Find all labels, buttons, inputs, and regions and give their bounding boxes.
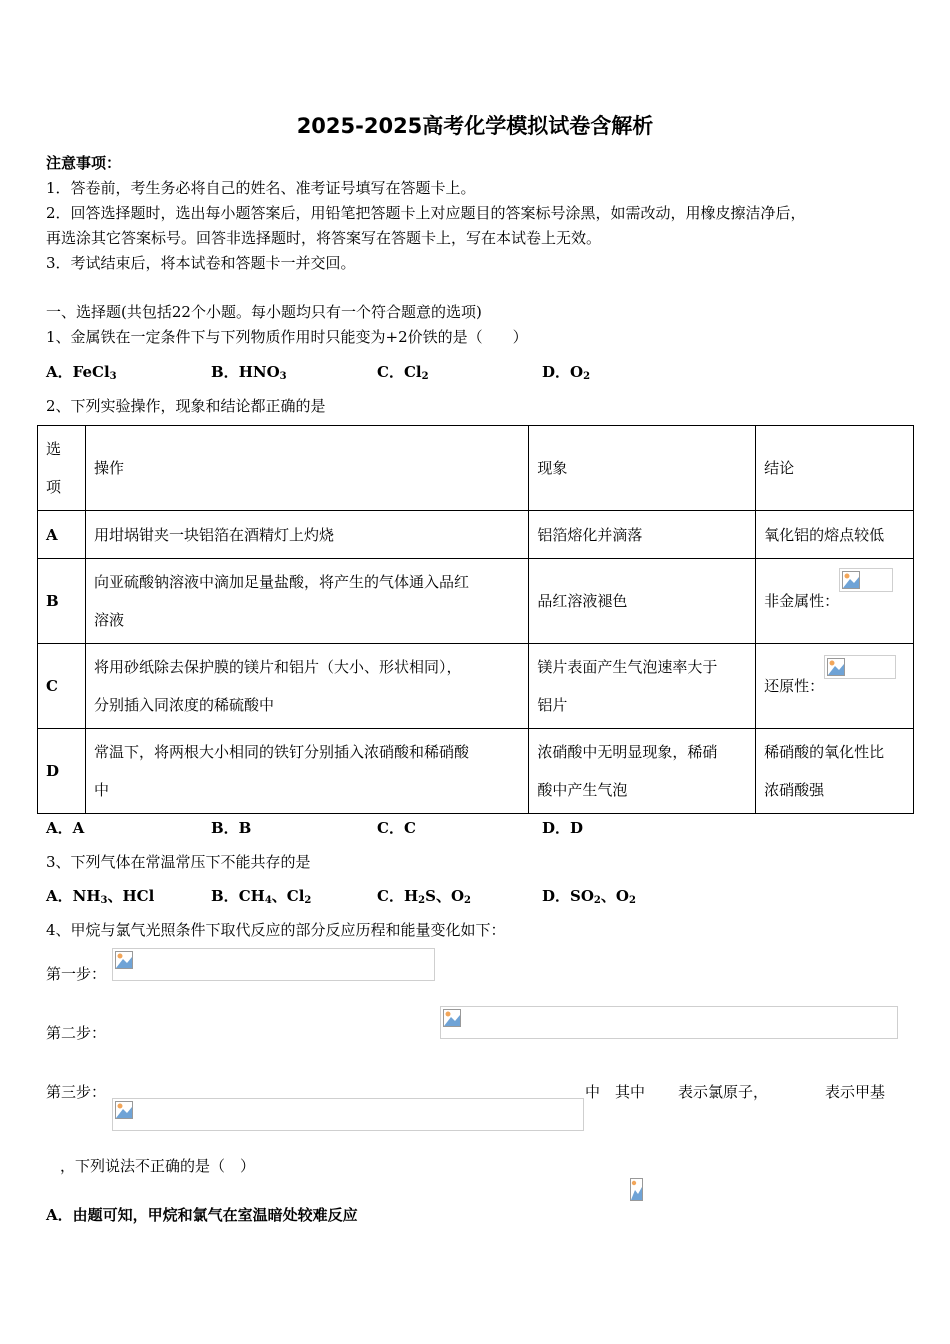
q4-option-a: A．由题可知，甲烷和氯气在室温暗处较难反应: [46, 1206, 358, 1224]
q4-continuation: ，下列说法不正确的是（ ）: [60, 1157, 256, 1175]
header-option: 选 项: [38, 426, 86, 511]
step1-label: 第一步：: [46, 965, 107, 983]
row-operation: 常温下，将两根大小相同的铁钉分别插入浓硝酸和稀硝酸 中: [85, 729, 528, 814]
page-title: 2025-2025高考化学模拟试卷含解析: [296, 114, 654, 138]
table-header-row: [38, 426, 914, 511]
row-phenomenon: 铝箔熔化并滴落: [529, 511, 756, 559]
q2-option-a: A．A: [46, 819, 85, 837]
table-row: [38, 729, 914, 814]
table-row: [38, 559, 914, 644]
row-conclusion: 非金属性：: [756, 559, 914, 644]
notice-item-2-cont: 再选涂其它答案标号。回答非选择题时，将答案写在答题卡上，写在本试卷上无效。: [46, 229, 602, 247]
notice-item-1: 1．答卷前，考生务必将自己的姓名、准考证号填写在答题卡上。: [46, 179, 476, 197]
notice-item-2: 2．回答选择题时，选出每小题答案后，用铅笔把答题卡上对应题目的答案标号涂黑，如需改动，用橡皮擦洁净后，: [46, 204, 806, 222]
q4-stem: 4、甲烷与氯气光照条件下取代反应的部分反应历程和能量变化如下：: [46, 921, 506, 939]
q3-stem: 3、下列气体在常温常压下不能共存的是: [46, 853, 311, 871]
methyl-text: 表示甲基: [825, 1083, 886, 1101]
section-heading: 一、选择题(共包括22个小题。每小题均只有一个符合题意的选项): [46, 303, 482, 321]
q2-option-b: B．B: [211, 819, 252, 837]
row-operation: 向亚硫酸钠溶液中滴加足量盐酸，将产生的气体通入品红 溶液: [85, 559, 528, 644]
q1-option-b: B．$HNO_3$: [211, 363, 287, 382]
header-operation: 操作: [85, 426, 528, 511]
header-phenomenon: 现象: [529, 426, 756, 511]
broken-image-icon: [115, 1101, 133, 1119]
step3-qizhong: 其中: [615, 1083, 646, 1101]
row-phenomenon: 镁片表面产生气泡速率大于 铝片: [529, 644, 756, 729]
broken-image-icon: [115, 951, 133, 969]
table-row: [38, 644, 914, 729]
q2-option-c: C．C: [377, 819, 416, 837]
notice-heading: 注意事项：: [46, 154, 122, 172]
q1-option-c: C．$Cl_2$: [377, 363, 429, 382]
row-phenomenon: 浓硝酸中无明显现象，稀硝 酸中产生气泡: [529, 729, 756, 814]
q3-option-b: B．$CH_4$、$Cl_2$: [211, 887, 312, 906]
q3-option-a: A．$NH_3$、HCl: [46, 887, 155, 906]
step3-label: 第三步：: [46, 1083, 107, 1101]
q2-option-d: D．D: [542, 819, 584, 837]
chlorine-text: 表示氯原子，: [678, 1083, 769, 1101]
row-option: A: [38, 511, 86, 559]
row-option: D: [38, 729, 86, 814]
q3-option-c: C．$H_2S$、$O_2$: [377, 887, 471, 906]
step2-label: 第二步：: [46, 1024, 107, 1042]
table-row: [38, 511, 914, 559]
row-phenomenon: 品红溶液褪色: [529, 559, 756, 644]
header-conclusion: 结论: [756, 426, 914, 511]
q1-option-a: A．FeCl$_3$: [46, 363, 117, 382]
step2-equation-image: [440, 1006, 898, 1039]
q1-stem: 1、金属铁在一定条件下与下列物质作用时只能变为+2价铁的是（ ）: [46, 328, 528, 346]
row-option: B: [38, 559, 86, 644]
row-option: C: [38, 644, 86, 729]
q3-option-d: D．$SO_2$、$O_2$: [542, 887, 636, 906]
step3-equation-image: [112, 1098, 584, 1131]
broken-image-icon: [443, 1009, 461, 1027]
q2-stem: 2、下列实验操作，现象和结论都正确的是: [46, 397, 326, 415]
step1-equation-image: [112, 948, 435, 981]
row-conclusion: 氧化铝的熔点较低: [756, 511, 914, 559]
broken-image-icon: [839, 568, 893, 592]
small-image-icon: [630, 1178, 643, 1201]
q2-table: [37, 425, 914, 814]
row-operation: 将用砂纸除去保护膜的镁片和铝片（大小、形状相同）， 分别插入同浓度的稀硫酸中: [85, 644, 528, 729]
q1-option-d: D．$O_2$: [542, 363, 591, 382]
step3-zhong: 中: [585, 1083, 601, 1101]
broken-image-icon: [824, 655, 896, 679]
row-operation: 用坩埚钳夹一块铝箔在酒精灯上灼烧: [85, 511, 528, 559]
notice-item-3: 3．考试结束后，将本试卷和答题卡一并交回。: [46, 254, 356, 272]
row-conclusion: 还原性：: [756, 644, 914, 729]
row-conclusion: 稀硝酸的氧化性比 浓硝酸强: [756, 729, 914, 814]
